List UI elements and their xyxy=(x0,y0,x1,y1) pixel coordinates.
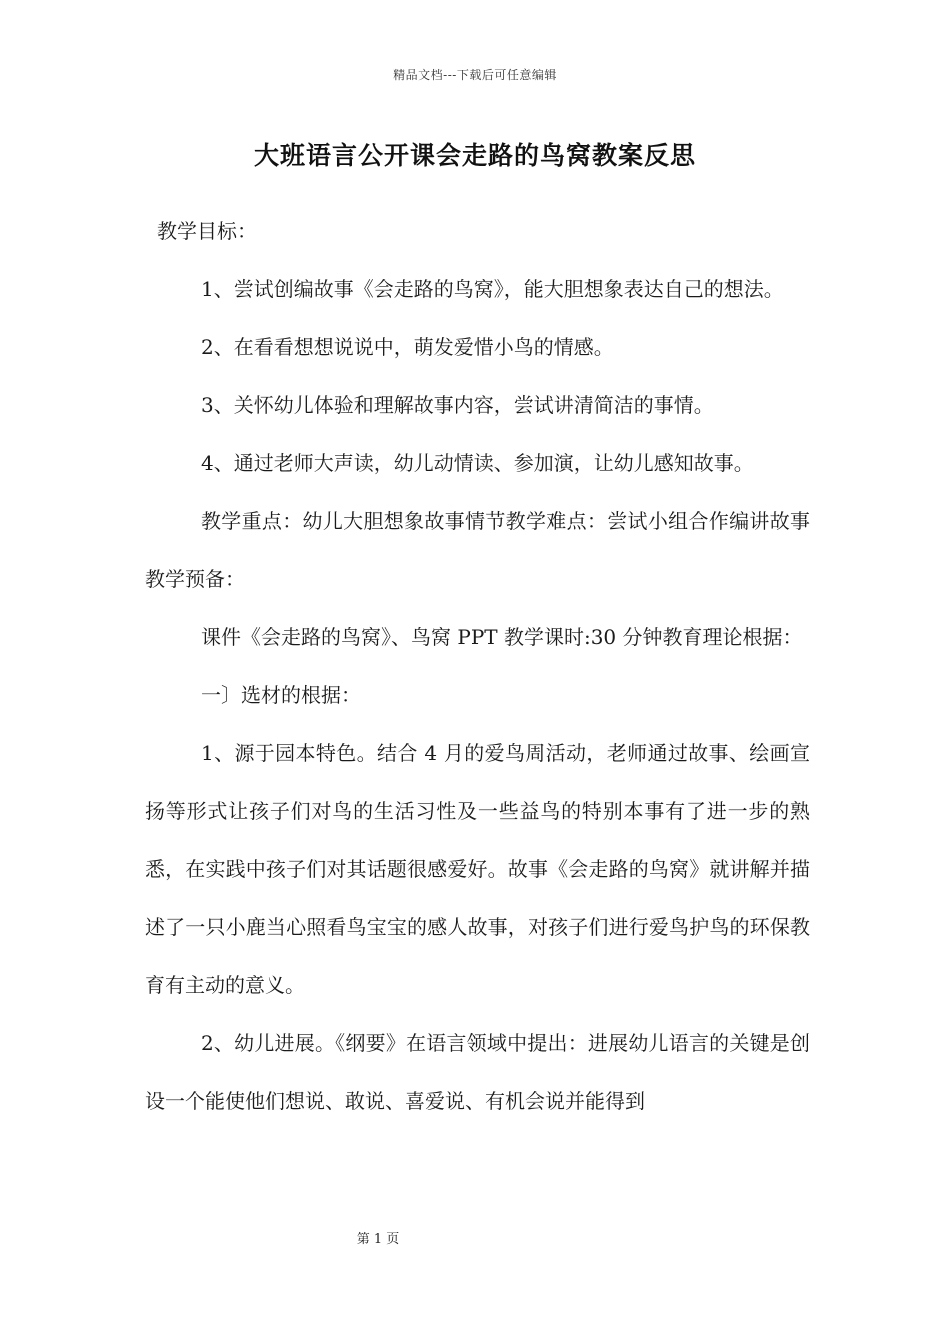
paragraph-materials: 课件《会走路的鸟窝》、鸟窝 PPT 教学课时:30 分钟教育理论根据： xyxy=(201,625,803,649)
paragraph-selection-1: 1、源于园本特色。结合 4 月的爱鸟周活动，老师通过故事、绘画宣扬等形式让孩子们对鸟的生活习性及一些益鸟的特别本事有了进一步的熟悉，在实践中孩子们对其话题很感爱好。故事《会走路的鸟窝》就讲解并描述了一只小鹿当心照看鸟宝宝的感人故事，对孩子们进行爱鸟护鸟的环保教育有主动的意义。 xyxy=(145,741,810,997)
paragraph-objective-4: 4、通过老师大声读，幼儿动情读、参加演，让幼儿感知故事。 xyxy=(201,451,754,475)
section-heading-selection: 一〕选材的根据： xyxy=(201,683,361,707)
paragraph-selection-2: 2、幼儿进展。《纲要》在语言领域中提出：进展幼儿语言的关键是创设一个能使他们想说、敢说、喜爱说、有机会说并能得到 xyxy=(145,1031,810,1113)
paragraph-objective-3: 3、关怀幼儿体验和理解故事内容，尝试讲清简洁的事情。 xyxy=(201,393,714,417)
section-heading-objectives: 教学目标： xyxy=(157,219,257,243)
paragraph-key-points: 教学重点：幼儿大胆想象故事情节教学难点：尝试小组合作编讲故事教学预备： xyxy=(145,509,810,591)
paragraph-objective-1: 1、尝试创编故事《会走路的鸟窝》，能大胆想象表达自己的想法。 xyxy=(201,277,784,301)
page-header: 精品文档---下载后可任意编辑 xyxy=(393,68,557,82)
paragraph-objective-2: 2、在看看想想说说中，萌发爱惜小鸟的情感。 xyxy=(201,335,614,359)
page-number: 第 1 页 xyxy=(356,1232,400,1247)
document-title: 大班语言公开课会走路的鸟窝教案反思 xyxy=(253,141,696,170)
document-body xyxy=(145,202,810,1130)
